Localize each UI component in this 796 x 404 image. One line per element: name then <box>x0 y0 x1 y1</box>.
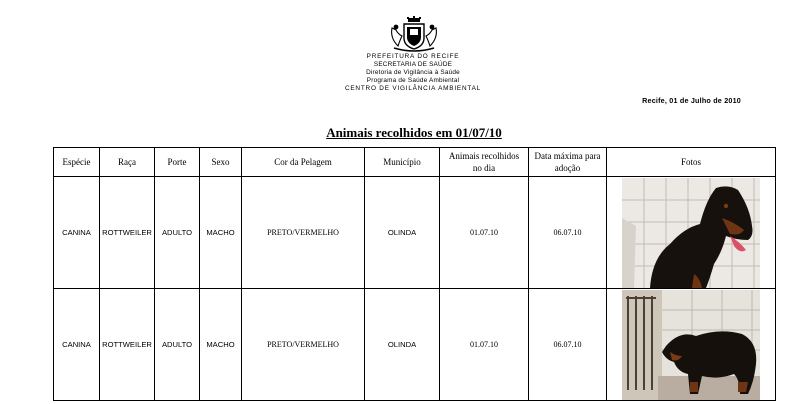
cell-data-adocao: 06.07.10 <box>529 177 607 289</box>
dog-photo-2 <box>622 290 760 400</box>
document-date: Recife, 01 de Julho de 2010 <box>642 96 741 105</box>
header-municipio: Município <box>365 148 440 177</box>
cell-data-recolhido: 01.07.10 <box>440 289 529 401</box>
cell-municipio: OLINDA <box>365 289 440 401</box>
header-fotos: Fotos <box>607 148 776 177</box>
cell-data-recolhido: 01.07.10 <box>440 177 529 289</box>
header-line-secretaria: SECRETARIA DE SAÚDE <box>373 61 453 68</box>
header-cor-pelagem: Cor da Pelagem <box>242 148 365 177</box>
header-line-programa: Programa de Saúde Ambiental <box>366 77 460 84</box>
city-crest-logo <box>388 16 440 52</box>
header-porte: Porte <box>155 148 200 177</box>
table-row <box>54 177 776 289</box>
header-especie: Espécie <box>54 148 100 177</box>
cell-data-adocao: 06.07.10 <box>529 289 607 401</box>
cell-sexo: MACHO <box>200 177 242 289</box>
cell-raca: ROTTWEILER <box>100 289 155 401</box>
dog-photo-1 <box>622 178 760 288</box>
header-raca: Raça <box>100 148 155 177</box>
institution-header <box>250 53 576 93</box>
cell-cor-pelagem: PRETO/VERMELHO <box>242 289 365 401</box>
cell-municipio: OLINDA <box>365 177 440 289</box>
cell-especie: CANINA <box>54 177 100 289</box>
table-header-row <box>54 148 776 177</box>
cell-especie: CANINA <box>54 289 100 401</box>
animals-table <box>53 147 776 401</box>
cell-foto <box>607 289 776 401</box>
header-line-prefeitura: PREFEITURA DO RECIFE <box>366 53 460 60</box>
table-row <box>54 289 776 401</box>
header-sexo: Sexo <box>200 148 242 177</box>
cell-foto <box>607 177 776 289</box>
document-title: Animais recolhidos em 01/07/10 <box>326 125 502 140</box>
cell-raca: ROTTWEILER <box>100 177 155 289</box>
cell-porte: ADULTO <box>155 289 200 401</box>
header-line-diretoria: Diretoria de Vigilância à Saúde <box>366 69 460 76</box>
header-animais-recolhidos: Animais recolhidos no dia <box>440 148 529 177</box>
cell-porte: ADULTO <box>155 177 200 289</box>
header-line-centro: CENTRO DE VIGILÂNCIA AMBIENTAL <box>344 85 482 92</box>
cell-cor-pelagem: PRETO/VERMELHO <box>242 177 365 289</box>
header-data-maxima: Data máxima para adoção <box>529 148 607 177</box>
cell-sexo: MACHO <box>200 289 242 401</box>
